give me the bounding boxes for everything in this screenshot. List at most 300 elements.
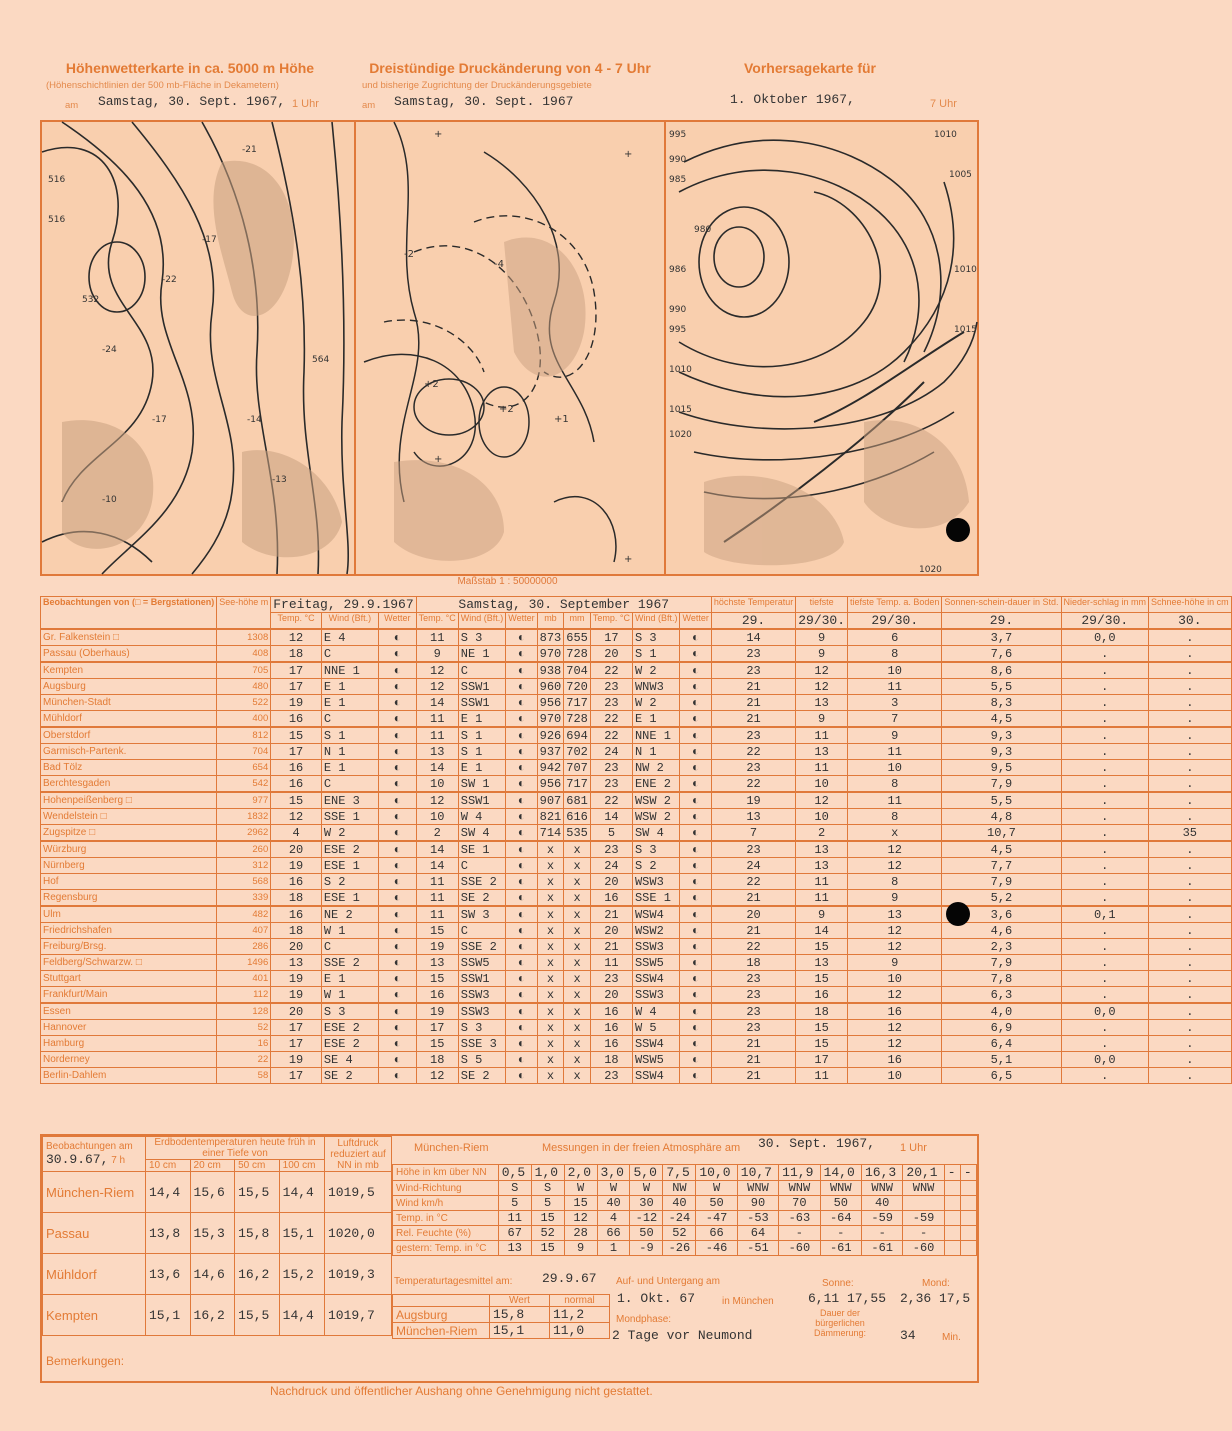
- aero-value: -60: [903, 1241, 944, 1256]
- fri-wind: E 1: [321, 679, 378, 695]
- snow: .: [1149, 890, 1232, 907]
- aero-value: [960, 1181, 976, 1196]
- upper-air-contours: [42, 122, 354, 574]
- tagesmittel-row: [393, 1307, 610, 1323]
- svg-text:995: 995: [669, 325, 687, 335]
- sat13-wind: SSE 1: [632, 890, 680, 907]
- fri-weather-icon: ◐: [378, 841, 416, 858]
- soil-temp-value: 15,8: [235, 1213, 280, 1254]
- sunshine: 8,3: [942, 695, 1061, 711]
- sat7-weather-icon: ◐: [506, 662, 537, 679]
- soil-temp-value: 16,2: [190, 1295, 235, 1336]
- fri-weather-icon: ◐: [378, 792, 416, 809]
- sat7-weather-icon: ◐: [506, 874, 537, 890]
- fri-wind: NNE 1: [321, 662, 378, 679]
- soil-row: [43, 1254, 392, 1295]
- sat13-temp: 20: [590, 923, 632, 939]
- fri-temp: 16: [271, 711, 322, 728]
- table-row: [41, 776, 1232, 793]
- ground-temp: 10: [848, 971, 942, 987]
- aero-value: 5: [531, 1196, 564, 1211]
- aero-value: -: [903, 1226, 944, 1241]
- fri-weather-icon: ◐: [378, 1068, 416, 1084]
- station-height: 52: [217, 1020, 271, 1036]
- sat13-weather-icon: ◐: [680, 825, 711, 842]
- tagesmittel-normal: 11,2: [550, 1307, 610, 1323]
- soil-station: Kempten: [43, 1295, 146, 1336]
- ground-temp: 10: [848, 760, 942, 776]
- soil-temp-value: 13,8: [146, 1213, 191, 1254]
- pressure-mb: x: [537, 906, 564, 923]
- aero-row-label: Wind-Richtung: [393, 1181, 499, 1196]
- sunshine: 6,3: [942, 987, 1061, 1004]
- fri-wind: ESE 2: [321, 841, 378, 858]
- table-row: [41, 1020, 1232, 1036]
- moonphase-label: Mondphase:: [616, 1314, 672, 1325]
- sat13-temp: 22: [590, 662, 632, 679]
- pressure-mb: x: [537, 955, 564, 971]
- min-temp: 14: [796, 923, 848, 939]
- sat13-weather-icon: ◐: [680, 776, 711, 793]
- soil-obs-cell: [43, 1137, 146, 1172]
- sat7-temp: 11: [416, 874, 458, 890]
- fri-wind: N 1: [321, 744, 378, 760]
- fri-temp: 17: [271, 679, 322, 695]
- station-height: 400: [217, 711, 271, 728]
- sat7-wind: S 3: [458, 629, 506, 646]
- sat7-weather-icon: ◐: [506, 971, 537, 987]
- fri-temp: 15: [271, 792, 322, 809]
- precip: .: [1061, 776, 1149, 793]
- station-height: 128: [217, 1003, 271, 1020]
- aero-value: [960, 1196, 976, 1211]
- sat13-temp: 23: [590, 695, 632, 711]
- svg-text:-22: -22: [162, 275, 177, 285]
- sat13-wind: SSW4: [632, 1068, 680, 1084]
- svg-text:1005: 1005: [949, 170, 972, 180]
- precip: .: [1061, 858, 1149, 874]
- fri-weather-icon: ◐: [378, 971, 416, 987]
- fri-temp: 17: [271, 662, 322, 679]
- sat13-wind: WSW3: [632, 874, 680, 890]
- station-name: Frankfurt/Main: [41, 987, 217, 1004]
- svg-text:1010: 1010: [934, 130, 957, 140]
- aero-value: WNW: [737, 1181, 778, 1196]
- station-name: Stuttgart: [41, 971, 217, 987]
- sat13-wind: WSW5: [632, 1052, 680, 1068]
- col-max-temp-header: höchste Temperatur: [711, 597, 795, 613]
- pressure-mb: x: [537, 923, 564, 939]
- ground-temp: 12: [848, 939, 942, 955]
- station-name: Essen: [41, 1003, 217, 1020]
- aero-value: 40: [861, 1196, 902, 1211]
- sat7-temp: 2: [416, 825, 458, 842]
- sat7-weather-icon: ◐: [506, 809, 537, 825]
- station-height: 480: [217, 679, 271, 695]
- fri-temp: 15: [271, 727, 322, 744]
- sat13-weather-icon: ◐: [680, 1052, 711, 1068]
- sat7-temp: 11: [416, 890, 458, 907]
- sat7-weather-icon: ◐: [506, 646, 537, 663]
- fri-temp: 17: [271, 1036, 322, 1052]
- table-row: [41, 923, 1232, 939]
- station-name: Augsburg: [41, 679, 217, 695]
- sat13-temp: 23: [590, 841, 632, 858]
- fri-weather-icon: ◐: [378, 987, 416, 1004]
- svg-text:986: 986: [669, 265, 687, 275]
- aero-height-label: Höhe in km über NN: [393, 1165, 499, 1181]
- aero-value: 30: [630, 1196, 663, 1211]
- soil-pressure-value: 1020,0: [325, 1213, 392, 1254]
- sat13-temp: 14: [590, 809, 632, 825]
- sunshine: 6,5: [942, 1068, 1061, 1084]
- friday-date: Freitag, 29.9.1967: [271, 597, 416, 613]
- ground-temp: 12: [848, 1020, 942, 1036]
- aero-value: -24: [663, 1211, 696, 1226]
- upper-air-map: [42, 122, 356, 574]
- snow: .: [1149, 971, 1232, 987]
- sat13-wind: ENE 2: [632, 776, 680, 793]
- aero-value: 90: [737, 1196, 778, 1211]
- svg-text:980: 980: [694, 225, 712, 235]
- station-name: Regensburg: [41, 890, 217, 907]
- max-temp: 23: [711, 841, 795, 858]
- sat7-weather-icon: ◐: [506, 695, 537, 711]
- fri-temp: 20: [271, 1003, 322, 1020]
- sat7-wind: SSW3: [458, 1003, 506, 1020]
- ground-temp: 16: [848, 1003, 942, 1020]
- table-row: [41, 987, 1232, 1004]
- sat7-temp: 12: [416, 1068, 458, 1084]
- snow: .: [1149, 923, 1232, 939]
- sat7-temp: 15: [416, 1036, 458, 1052]
- sat7-weather-icon: ◐: [506, 825, 537, 842]
- map2-am-label: am: [362, 100, 376, 111]
- aero-height-row: [393, 1165, 977, 1181]
- sat7-temp: 10: [416, 809, 458, 825]
- svg-text:-21: -21: [242, 145, 257, 155]
- soil-row: [43, 1172, 392, 1213]
- pressure-mb: x: [537, 874, 564, 890]
- sat7-wind: SE 2: [458, 1068, 506, 1084]
- sat13-wind: WNW3: [632, 679, 680, 695]
- fri-wind: C: [321, 776, 378, 793]
- aero-value: [944, 1241, 960, 1256]
- fri-wind: E 1: [321, 971, 378, 987]
- sat7-temp: 19: [416, 939, 458, 955]
- table-row: [41, 809, 1232, 825]
- soil-temp-value: 13,6: [146, 1254, 191, 1295]
- fri-temp: 18: [271, 890, 322, 907]
- table-row: [41, 906, 1232, 923]
- precip: .: [1061, 744, 1149, 760]
- pressure-mb: 938: [537, 662, 564, 679]
- precip: 0,1: [1061, 906, 1149, 923]
- fri-wind: NE 2: [321, 906, 378, 923]
- fri-temp: 12: [271, 629, 322, 646]
- sat13-wind: NNE 1: [632, 727, 680, 744]
- soil-temp-value: 14,4: [279, 1172, 324, 1213]
- aero-value: -53: [737, 1211, 778, 1226]
- sat7-weather-icon: ◐: [506, 679, 537, 695]
- fri-wind: SE 2: [321, 1068, 378, 1084]
- forecast-map: [664, 122, 977, 574]
- observation-table: [40, 596, 1232, 1084]
- sat7-wind: S 1: [458, 727, 506, 744]
- aero-height-value: 20,1: [903, 1165, 944, 1181]
- col-snow-header: Schnee-höhe in cm: [1149, 597, 1232, 613]
- sat7-wind-header: Wind (Bft.): [458, 613, 506, 630]
- ground-temp: 3: [848, 695, 942, 711]
- station-name: Zugspitze □: [41, 825, 217, 842]
- aero-value: 13: [498, 1241, 531, 1256]
- precip: .: [1061, 1020, 1149, 1036]
- sat13-temp: 5: [590, 825, 632, 842]
- sat7-wind: S 1: [458, 744, 506, 760]
- sun-value: 6,11 17,55: [808, 1291, 887, 1306]
- station-height: 522: [217, 695, 271, 711]
- fri-weather-icon: ◐: [378, 939, 416, 955]
- precip: .: [1061, 695, 1149, 711]
- max-temp: 23: [711, 1003, 795, 1020]
- min-temp: 18: [796, 1003, 848, 1020]
- sat13-wind: SSW3: [632, 939, 680, 955]
- ground-temp: 12: [848, 858, 942, 874]
- fri-wind: SSE 1: [321, 809, 378, 825]
- sat7-temp: 13: [416, 955, 458, 971]
- sat7-wind: SSW1: [458, 695, 506, 711]
- aero-value: 66: [597, 1226, 630, 1241]
- precip: .: [1061, 825, 1149, 842]
- fri-wind: C: [321, 711, 378, 728]
- fri-wind: SSE 2: [321, 955, 378, 971]
- aero-value: 50: [630, 1226, 663, 1241]
- precip: .: [1061, 1036, 1149, 1052]
- svg-text:1020: 1020: [919, 565, 942, 575]
- station-name: Kempten: [41, 662, 217, 679]
- pressure-mm: x: [564, 841, 591, 858]
- soil-station: Mühldorf: [43, 1254, 146, 1295]
- aero-value: -59: [861, 1211, 902, 1226]
- table-row: [41, 874, 1232, 890]
- ground-temp: 6: [848, 629, 942, 646]
- ground-temp: 8: [848, 874, 942, 890]
- sat13-weather-icon: ◐: [680, 923, 711, 939]
- sat7-temp: 18: [416, 1052, 458, 1068]
- sat13-temp: 17: [590, 629, 632, 646]
- precip: .: [1061, 727, 1149, 744]
- soil-obs-time: 7 h: [111, 1155, 126, 1166]
- pressure-mb: x: [537, 1020, 564, 1036]
- aero-value: -59: [903, 1211, 944, 1226]
- sat7-temp: 15: [416, 923, 458, 939]
- min-temp: 16: [796, 987, 848, 1004]
- aero-value: W: [597, 1181, 630, 1196]
- sat7-temp: 12: [416, 679, 458, 695]
- pressure-mb: x: [537, 841, 564, 858]
- date-min: 29/30.: [796, 613, 848, 630]
- tagesmittel-row: [393, 1323, 610, 1339]
- pressure-mm: x: [564, 1003, 591, 1020]
- sat7-weather-icon: ◐: [506, 1068, 537, 1084]
- sat7-temp: 12: [416, 792, 458, 809]
- fri-temp: 16: [271, 776, 322, 793]
- sat13-temp: 23: [590, 679, 632, 695]
- fri-weather-icon: ◐: [378, 955, 416, 971]
- fri-weather-icon: ◐: [378, 695, 416, 711]
- svg-text:1015: 1015: [954, 325, 977, 335]
- astro-date: 1. Okt. 67: [617, 1291, 696, 1306]
- tagesmittel-value: 15,8: [490, 1307, 550, 1323]
- min-temp: 9: [796, 629, 848, 646]
- soil-temp-value: 15,5: [235, 1172, 280, 1213]
- precip: .: [1061, 662, 1149, 679]
- sat7-weather-icon: ◐: [506, 1003, 537, 1020]
- table-row: [41, 1036, 1232, 1052]
- table-row: [41, 711, 1232, 728]
- sunshine: 7,7: [942, 858, 1061, 874]
- aero-value: 5: [498, 1196, 531, 1211]
- map3-date: 1. Oktober 1967,: [730, 92, 855, 107]
- sat7-weather-icon: ◐: [506, 987, 537, 1004]
- precip: .: [1061, 987, 1149, 1004]
- aero-value: [944, 1226, 960, 1241]
- sat13-temp: 20: [590, 874, 632, 890]
- sat13-temp: 22: [590, 792, 632, 809]
- min-temp: 9: [796, 646, 848, 663]
- sunshine: 4,6: [942, 923, 1061, 939]
- pressure-mm: 728: [564, 711, 591, 728]
- aero-row-label: Rel. Feuchte (%): [393, 1226, 499, 1241]
- aero-value: WNW: [903, 1181, 944, 1196]
- pressure-mb: 926: [537, 727, 564, 744]
- moonphase-value: 2 Tage vor Neumond: [612, 1328, 753, 1343]
- pressure-mm: 694: [564, 727, 591, 744]
- table-row: [41, 1052, 1232, 1068]
- fri-weather-icon: ◐: [378, 629, 416, 646]
- aero-value: -61: [861, 1241, 902, 1256]
- pressure-mb: x: [537, 858, 564, 874]
- pressure-mm: 720: [564, 679, 591, 695]
- max-temp: 22: [711, 744, 795, 760]
- aero-value: S: [498, 1181, 531, 1196]
- station-name: Friedrichshafen: [41, 923, 217, 939]
- sat13-wind: W 5: [632, 1020, 680, 1036]
- fri-weather-icon: ◐: [378, 1052, 416, 1068]
- aero-value: [903, 1196, 944, 1211]
- sunshine: 9,3: [942, 727, 1061, 744]
- pressure-change-contours: [354, 122, 664, 574]
- precip: .: [1061, 841, 1149, 858]
- sunshine: 4,0: [942, 1003, 1061, 1020]
- pressure-mm: 681: [564, 792, 591, 809]
- soil-depth-label: 100 cm: [279, 1160, 324, 1172]
- min-temp: 15: [796, 971, 848, 987]
- sat7-temp-header: Temp. °C: [416, 613, 458, 630]
- table-row: [41, 629, 1232, 646]
- sunshine: 2,3: [942, 939, 1061, 955]
- snow: .: [1149, 679, 1232, 695]
- svg-text:+: +: [434, 129, 443, 140]
- station-name: Berchtesgaden: [41, 776, 217, 793]
- sat13-weather-icon: ◐: [680, 629, 711, 646]
- sunshine: 5,2: [942, 890, 1061, 907]
- sat7-temp: 11: [416, 906, 458, 923]
- aero-height-value: 5,0: [630, 1165, 663, 1181]
- max-temp: 7: [711, 825, 795, 842]
- fri-weather-icon: ◐: [378, 858, 416, 874]
- pressure-mm: x: [564, 874, 591, 890]
- fri-weather-icon: ◐: [378, 874, 416, 890]
- snow: .: [1149, 760, 1232, 776]
- fri-weather-icon: ◐: [378, 727, 416, 744]
- tagesmittel-station: Augsburg: [393, 1307, 490, 1323]
- table-row: [41, 939, 1232, 955]
- sat13-weather-icon: ◐: [680, 679, 711, 695]
- pressure-mb: 960: [537, 679, 564, 695]
- aero-value: [960, 1241, 976, 1256]
- table-row: [41, 1003, 1232, 1020]
- aero-row: [393, 1226, 977, 1241]
- sunshine: 7,9: [942, 874, 1061, 890]
- soil-pressure-value: 1019,3: [325, 1254, 392, 1295]
- aero-value: W: [630, 1181, 663, 1196]
- sat13-weather-icon: ◐: [680, 792, 711, 809]
- pressure-mm: 535: [564, 825, 591, 842]
- sat13-temp: 16: [590, 1036, 632, 1052]
- sunshine: 3,7: [942, 629, 1061, 646]
- astro-place: in München: [722, 1296, 774, 1307]
- svg-text:-24: -24: [102, 345, 117, 355]
- aero-row: [393, 1181, 977, 1196]
- aero-value: -26: [663, 1241, 696, 1256]
- aero-rows: [393, 1181, 977, 1256]
- station-height: 1308: [217, 629, 271, 646]
- table-row: [41, 679, 1232, 695]
- soil-depth-label: 20 cm: [190, 1160, 235, 1172]
- aero-row-label: Wind km/h: [393, 1196, 499, 1211]
- precip: 0,0: [1061, 1003, 1149, 1020]
- map1-am-label: am: [65, 100, 79, 111]
- max-temp: 21: [711, 711, 795, 728]
- min-temp: 13: [796, 744, 848, 760]
- ground-temp: 12: [848, 923, 942, 939]
- sunshine: 5,1: [942, 1052, 1061, 1068]
- date-max: 29.: [711, 613, 795, 630]
- min-temp: 10: [796, 776, 848, 793]
- aero-value: -9: [630, 1241, 663, 1256]
- sat13-temp: 18: [590, 1052, 632, 1068]
- observation-rows: [41, 629, 1232, 1084]
- precip: 0,0: [1061, 629, 1149, 646]
- sat7-temp: 19: [416, 1003, 458, 1020]
- snow: .: [1149, 744, 1232, 760]
- fri-wind: ESE 1: [321, 858, 378, 874]
- table-row: [41, 971, 1232, 987]
- max-temp: 23: [711, 1020, 795, 1036]
- sat7-wind: SSW5: [458, 955, 506, 971]
- snow: .: [1149, 906, 1232, 923]
- sat13-temp: 23: [590, 776, 632, 793]
- snow: .: [1149, 1036, 1232, 1052]
- fri-temp: 17: [271, 1068, 322, 1084]
- soil-temp-value: 15,1: [279, 1213, 324, 1254]
- ground-temp: 16: [848, 1052, 942, 1068]
- sat13-wind: W 2: [632, 695, 680, 711]
- aero-row-label: Temp. in °C: [393, 1211, 499, 1226]
- tagesmittel-normal-header: normal: [550, 1295, 610, 1307]
- aero-table: [392, 1164, 977, 1256]
